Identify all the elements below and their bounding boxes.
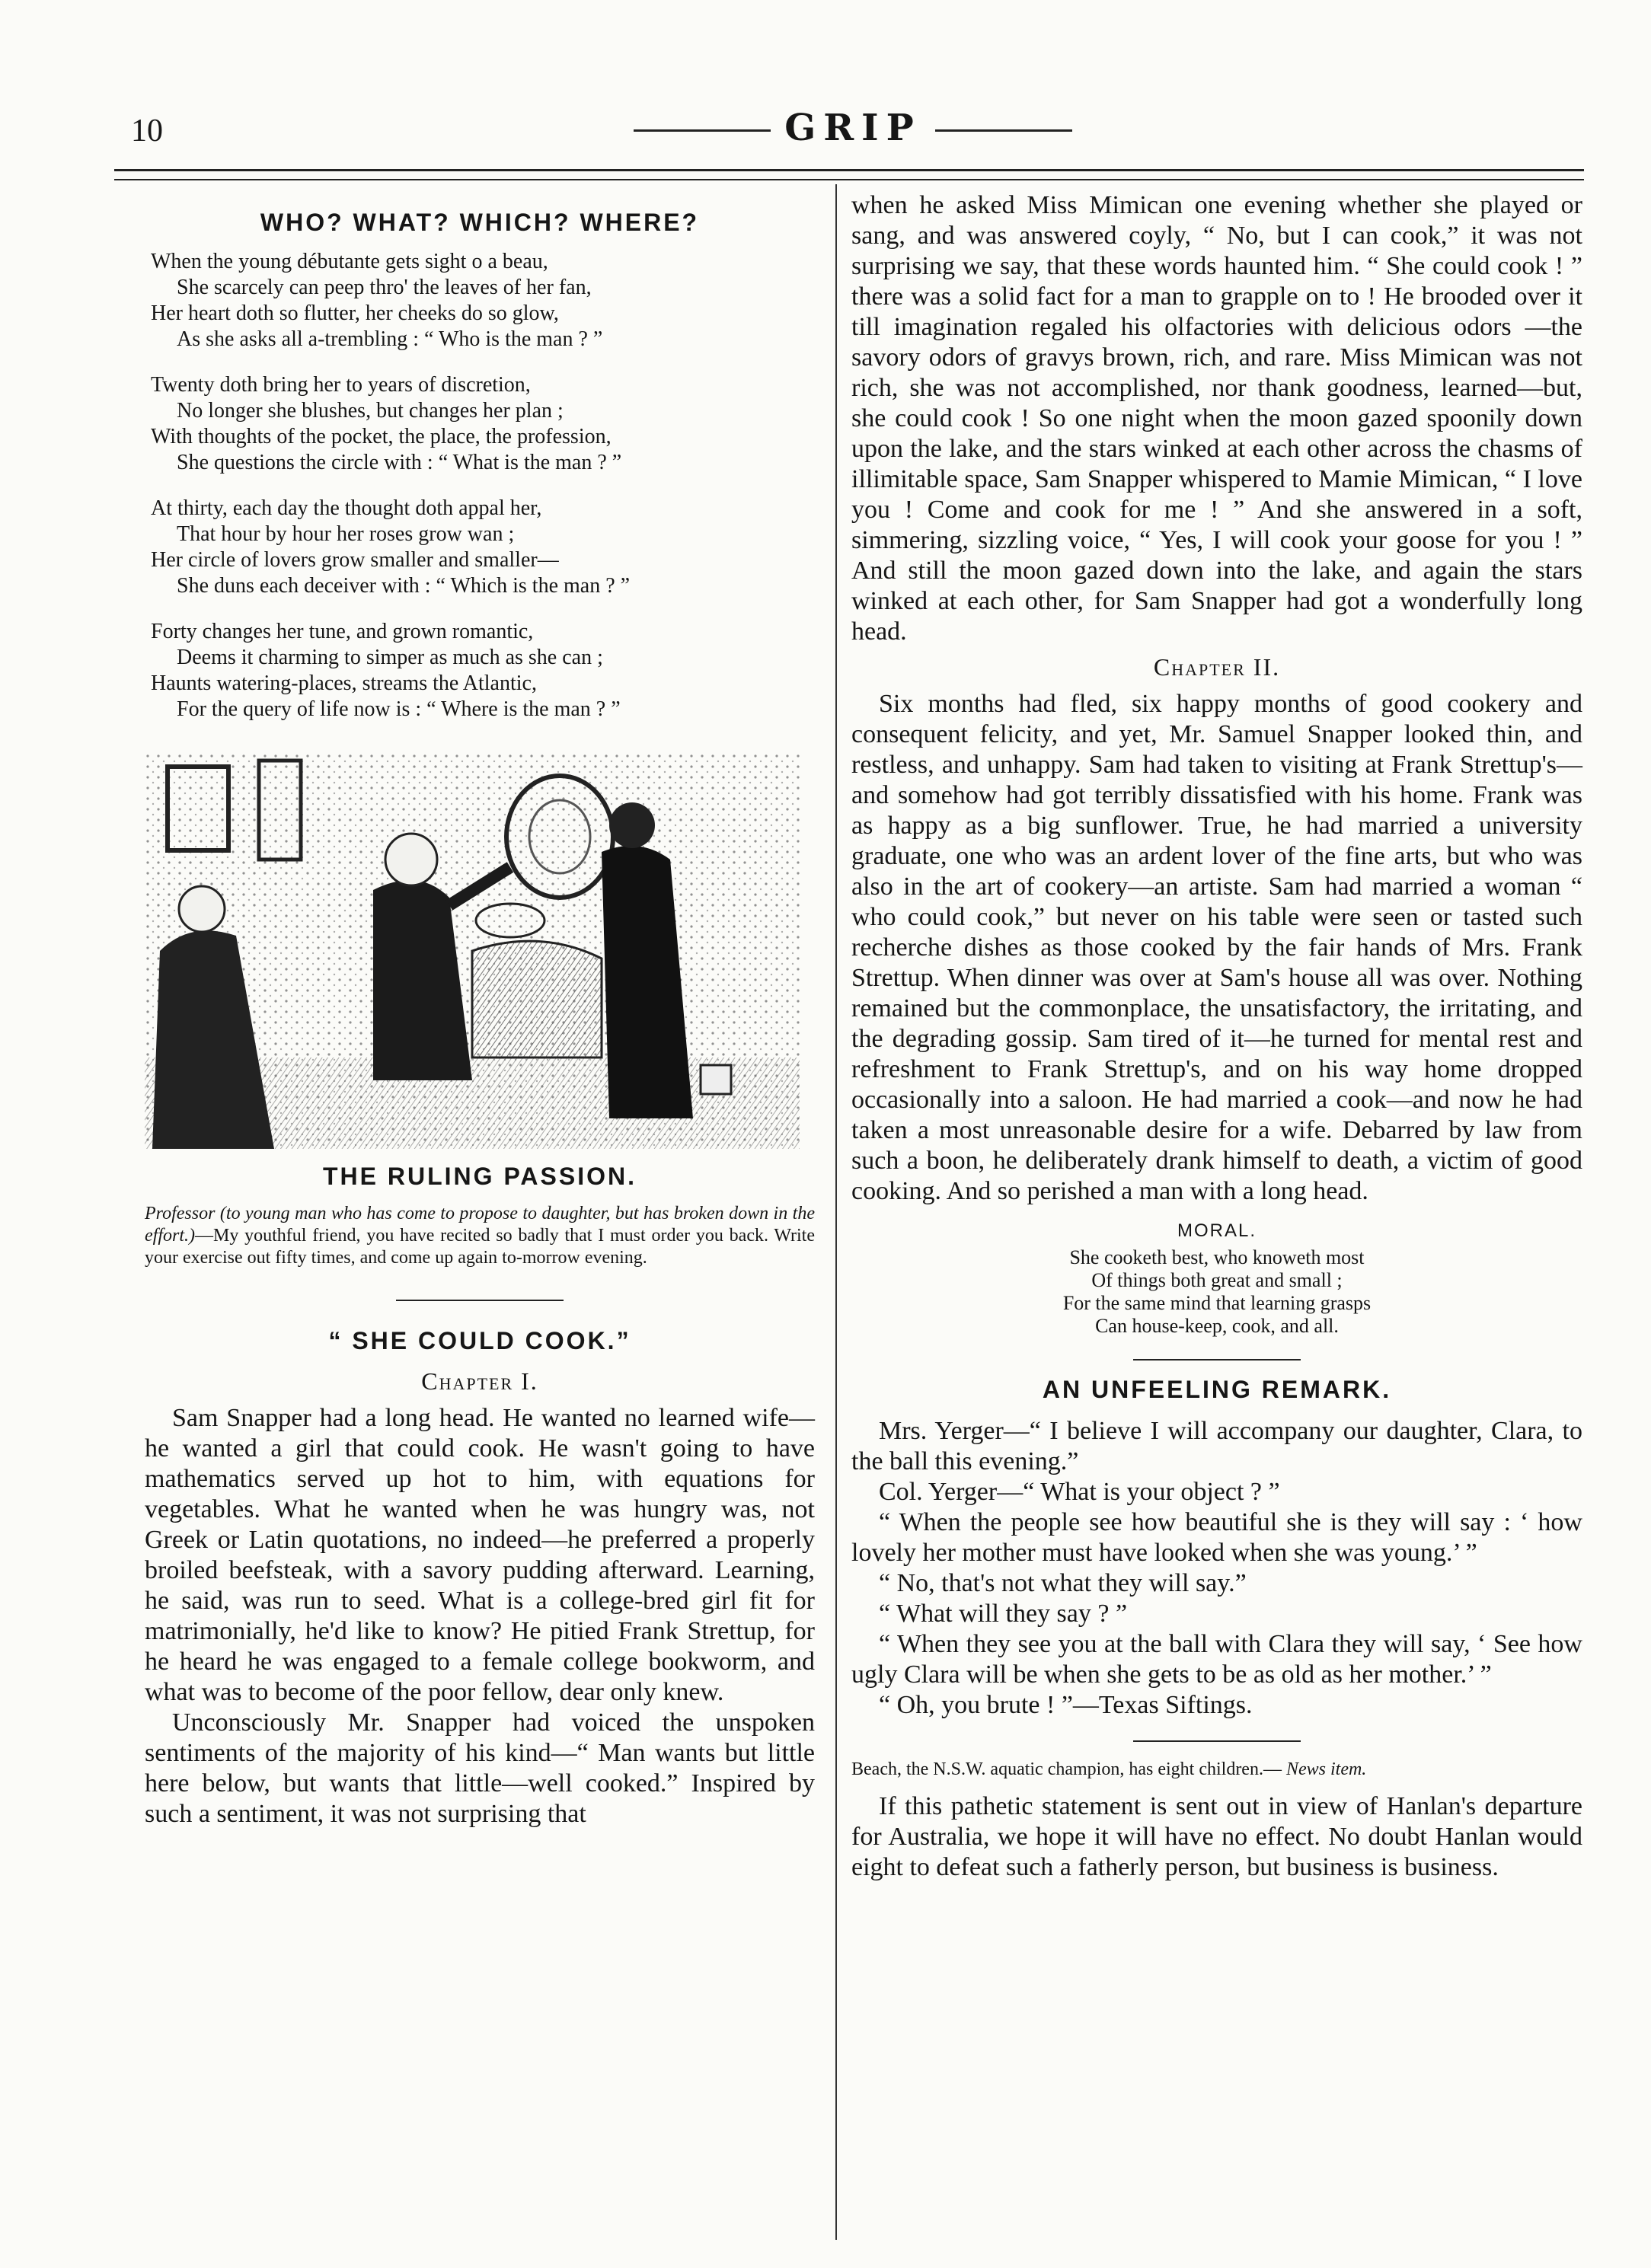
ruling-passion-illustration bbox=[145, 753, 800, 1149]
poem-line: She questions the circle with : “ What is the man ? ” bbox=[177, 451, 622, 474]
story-paragraph: Sam Snapper had a long head. He wanted no learned wife—he wanted a girl that could cook. He wasn't going to have mathematics served up hot to him, with equations for vegetables. What he wanted when he was hungry was, not Greek or Latin quotations, no indeed—he preferred a properly broiled beefsteak, with a savory pudding afterward. Learning, he said, was run to seed. What is a college-bred girl fit for matrimonially, he'd like to know? He pitied Frank Strettup, for he heard he was engaged to a female college bookworm, and what was to become of the poor fellow, dear only knew. bbox=[145, 1404, 815, 1706]
poem-line: With thoughts of the pocket, the place, the profession, bbox=[151, 425, 612, 448]
poem-line: When the young débutante gets sight o a beau, bbox=[151, 250, 548, 273]
armchair bbox=[472, 941, 602, 1057]
right-column bbox=[851, 190, 1582, 1883]
section-divider bbox=[396, 1300, 564, 1301]
masthead-rule-right bbox=[935, 129, 1072, 132]
illustration-title: THE RULING PASSION. bbox=[323, 1163, 637, 1190]
header-rule bbox=[114, 169, 1584, 180]
poem-line: No longer she blushes, but changes her plan ; bbox=[177, 399, 564, 423]
moral-line: For the same mind that learning grasps bbox=[1062, 1292, 1372, 1314]
chapter-one-heading: Chapter I. bbox=[421, 1367, 538, 1395]
remark-paragraph: “ When the people see how beautiful she is they will say : ‘ how lovely her mother must have looked when she was young.’ ” bbox=[851, 1508, 1582, 1567]
story-body-chapter-two bbox=[851, 689, 1582, 1207]
masthead bbox=[122, 107, 1584, 149]
section-divider bbox=[1133, 1359, 1301, 1360]
moral-verse bbox=[851, 1246, 1582, 1338]
young-man-head bbox=[609, 802, 655, 848]
story-body-right bbox=[851, 190, 1582, 647]
chapter-two-heading: Chapter II. bbox=[1153, 653, 1281, 681]
hat-on-floor bbox=[701, 1065, 731, 1094]
news-item bbox=[851, 1759, 1582, 1781]
column-divider bbox=[835, 184, 837, 2240]
story-paragraph: when he asked Miss Mimican one evening whether she played or sang, and was answered coyly, “ No, but I can cook,” it was not surprising we say, that these words haunted him. “ She could cook ! ” there was a solid fact for a man to grapple on to ! He brooded over it till imagination regaled his olfactories with delicious odors —the savory odors of gravys brown, rich, and rare. Miss Mimican was not rich, she was not accomplished, nor thank goodness, learned—but, she could cook ! So one night when the moon gazed spoonily down upon the lake, and the stars winked at each other across the chasms of illimitable space, Sam Snapper whispered to Mamie Mimican, “ I love you ! Come and cook for me ! ” And she answered in a soft, simmering, sizzling voice, “ Yes, I will cook your goose for you ! ” And still the moon gazed down into the lake, and again the stars winked at each other, for Sam Snapper had got a wonderfully long head. bbox=[851, 191, 1582, 646]
remark-paragraph: Mrs. Yerger—“ I believe I will accompany our daughter, Clara, to the ball this evening.” bbox=[851, 1417, 1582, 1475]
remark-paragraph: “ No, that's not what they will say.” bbox=[879, 1569, 1247, 1597]
page-header bbox=[122, 107, 1584, 160]
left-column bbox=[145, 198, 815, 1829]
story-paragraph: Unconsciously Mr. Snapper had voiced the unspoken sentiments of the majority of his kind—“ Man wants but little here below, but wants that little—well cooked.” Inspired by such a sentiment, it was not surprising that bbox=[145, 1708, 815, 1828]
remark-paragraph: “ What will they say ? ” bbox=[879, 1600, 1128, 1628]
poem-line: Her circle of lovers grow smaller and smaller— bbox=[151, 548, 559, 572]
remark-body bbox=[851, 1416, 1582, 1721]
news-comment bbox=[851, 1791, 1582, 1883]
poem-line: Haunts watering-places, streams the Atlantic, bbox=[151, 671, 537, 695]
poem-line: Her heart doth so flutter, her cheeks do so glow, bbox=[151, 301, 559, 325]
story-body-left bbox=[145, 1403, 815, 1829]
story-title: “ SHE COULD COOK.” bbox=[328, 1327, 631, 1354]
poem-line: Deems it charming to simper as much as she can ; bbox=[177, 646, 603, 669]
remark-paragraph: Col. Yerger—“ What is your object ? ” bbox=[879, 1478, 1280, 1506]
poem-line: Forty changes her tune, and grown romantic, bbox=[151, 620, 534, 643]
remark-title: AN UNFEELING REMARK. bbox=[1042, 1376, 1392, 1403]
poem-line: She scarcely can peep thro' the leaves of her fan, bbox=[177, 276, 592, 299]
poem-line: That hour by hour her roses grow wan ; bbox=[177, 522, 515, 546]
caption-text: —My youthful friend, you have recited so badly that I must order you back. Write your exercise out fifty times, and come up again to-morrow evening. bbox=[145, 1226, 815, 1268]
poem-line: At thirty, each day the thought doth appal her, bbox=[151, 496, 542, 520]
page-number: 10 bbox=[131, 113, 163, 148]
daughter-head bbox=[179, 886, 225, 932]
poem-title: WHO? WHAT? WHICH? WHERE? bbox=[260, 209, 700, 236]
masthead-rule-left bbox=[634, 129, 771, 132]
remark-paragraph: “ When they see you at the ball with Clara they will say, ‘ See how ugly Clara will be when she gets to be as old as her mother.’ ” bbox=[851, 1630, 1582, 1689]
moral-line: Of things both great and small ; bbox=[1091, 1269, 1343, 1291]
news-item-source: News item. bbox=[1285, 1759, 1367, 1779]
section-divider bbox=[1133, 1740, 1301, 1742]
moral-line: She cooketh best, who knoweth most bbox=[1069, 1246, 1365, 1268]
moral-line: Can house-keep, cook, and all. bbox=[1095, 1315, 1339, 1337]
moral-heading: MORAL. bbox=[1177, 1220, 1257, 1241]
professor-head bbox=[385, 834, 437, 885]
story-paragraph: Six months had fled, six happy months of good cookery and consequent felicity, and yet, Mr. Samuel Snapper looked thin, and restless, and unhappy. Sam had taken to visiting at Frank Strettup's—and somehow had got terribly dissatisfied with his home. Frank was as happy as a big sunflower. True, he had married a university graduate, one who was an ardent lover of the fine arts, but who was also in the art of cookery—an artiste. Sam had married a woman “ who could cook,” but never on his table were seen or tasted such recherche dishes as those cooked by the fair hands of Mrs. Frank Strettup. When dinner was over at Sam's house all was over. Nothing remained but the commonplace, the unsatisfactory, the irritating, and the degrading gossip. Sam tired of it—he turned for mental rest and refreshment to Frank Strettup's, and on his way home dropped occasionally into a saloon. He had married a cook—and now he had taken a most unreasonable desire for a wife. Debarred by law from such a boon, he deliberately drank himself to death, a victim of good cooking. And so perished a man with a long head. bbox=[851, 690, 1582, 1205]
caption-italic: Professor (to young man who has come to propose to daughter, but has broken down in the effort.) bbox=[145, 1204, 815, 1246]
poem-line: Twenty doth bring her to years of discretion, bbox=[151, 373, 531, 397]
masthead-title: GRIP bbox=[784, 107, 921, 149]
illustration-caption bbox=[145, 1203, 815, 1269]
poem-line: As she asks all a-trembling : “ Who is the man ? ” bbox=[177, 327, 603, 351]
poem bbox=[151, 249, 815, 723]
news-paragraph: If this pathetic statement is sent out in view of Hanlan's departure for Australia, we hope it will have no effect. No doubt Hanlan would eight to defeat such a fatherly person, but business is business. bbox=[851, 1792, 1582, 1881]
poem-line: She duns each deceiver with : “ Which is the man ? ” bbox=[177, 574, 631, 598]
remark-paragraph: “ Oh, you brute ! ”—Texas Siftings. bbox=[879, 1691, 1253, 1719]
poem-line: For the query of life now is : “ Where is the man ? ” bbox=[177, 697, 621, 721]
news-item-text: Beach, the N.S.W. aquatic champion, has eight children.— bbox=[851, 1759, 1282, 1779]
